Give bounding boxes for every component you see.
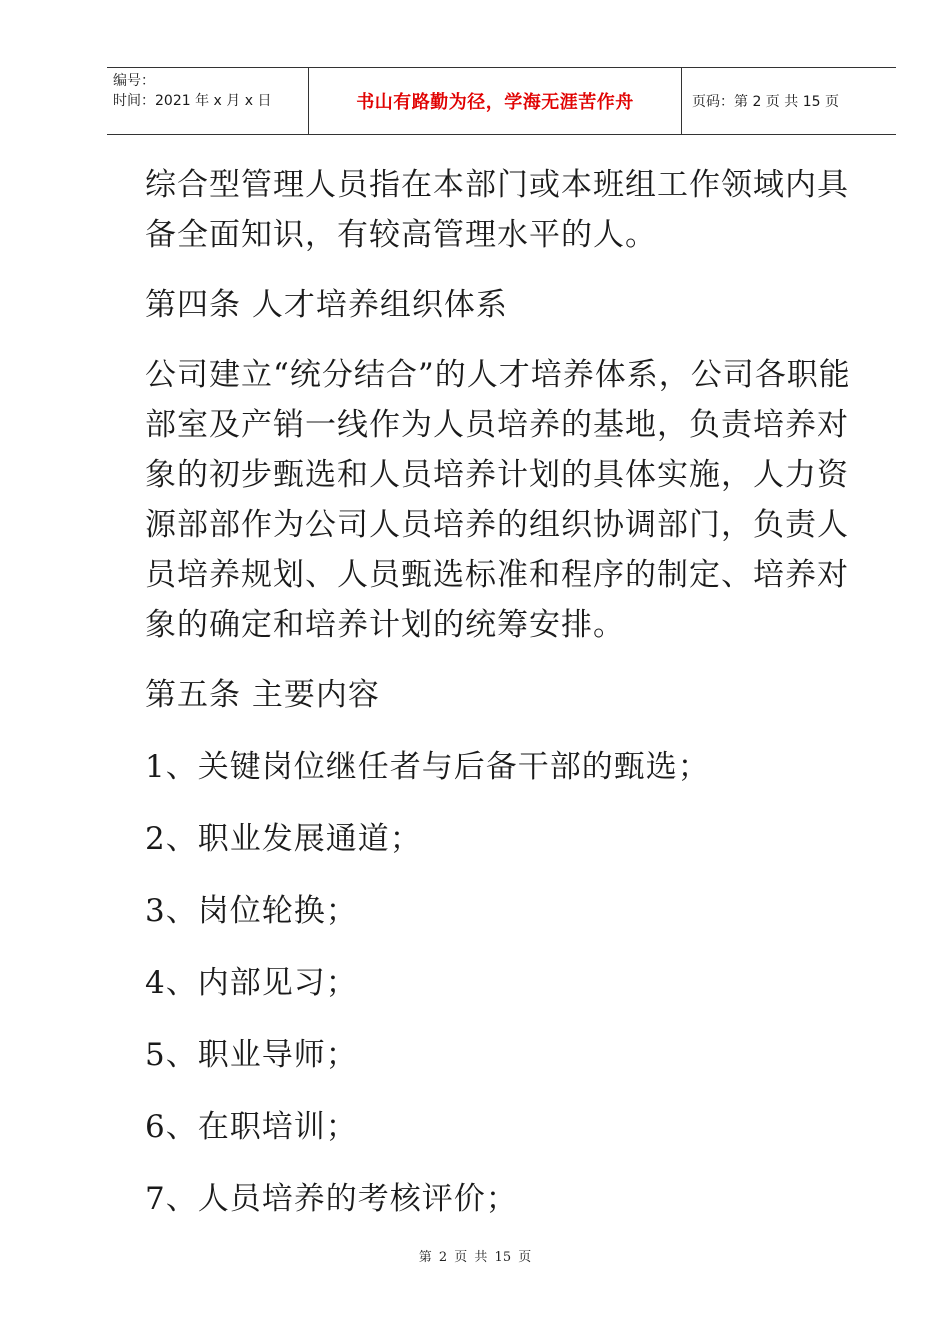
article-4-title: 第四条 人才培养组织体系 bbox=[145, 287, 508, 323]
list-item: 6、在职培训； bbox=[145, 1109, 358, 1145]
time-label: 时间：2021 年 x 月 x 日 bbox=[113, 93, 272, 109]
list-item: 3、岗位轮换； bbox=[145, 893, 358, 929]
page-header bbox=[107, 67, 896, 135]
list-item: 4、内部见习； bbox=[145, 965, 358, 1001]
paragraph-organization: 公司建立“统分结合”的人才培养体系，公司各职能部室及产销一线作为人员培养的基地，负责培养对象的初步甄选和人员培养计划的具体实施，人力资源部部作为公司人员培养的组织协调部门，负责人员培养规划、人员甄选标准和程序的制定、培养对象的确定和培养计划的统筹安排。 bbox=[145, 357, 851, 643]
number-label: 编号： bbox=[113, 73, 155, 89]
header-motto: 书山有路勤为径，学海无涯苦作舟 bbox=[309, 68, 682, 134]
paragraph-definition: 综合型管理人员指在本部门或本班组工作领域内具备全面知识，有较高管理水平的人。 bbox=[145, 167, 849, 253]
header-meta bbox=[107, 68, 309, 134]
list-item: 2、职业发展通道； bbox=[145, 821, 422, 857]
document-body bbox=[145, 160, 865, 1224]
page-footer: 第 2 页 共 15 页 bbox=[418, 1250, 532, 1265]
list-item: 7、人员培养的考核评价； bbox=[145, 1181, 518, 1217]
list-item: 1、关键岗位继任者与后备干部的甄选； bbox=[145, 749, 710, 785]
list-item: 5、职业导师； bbox=[145, 1037, 358, 1073]
header-page-number: 页码：第 2 页 共 15 页 bbox=[692, 94, 839, 110]
article-5-title: 第五条 主要内容 bbox=[145, 677, 380, 713]
